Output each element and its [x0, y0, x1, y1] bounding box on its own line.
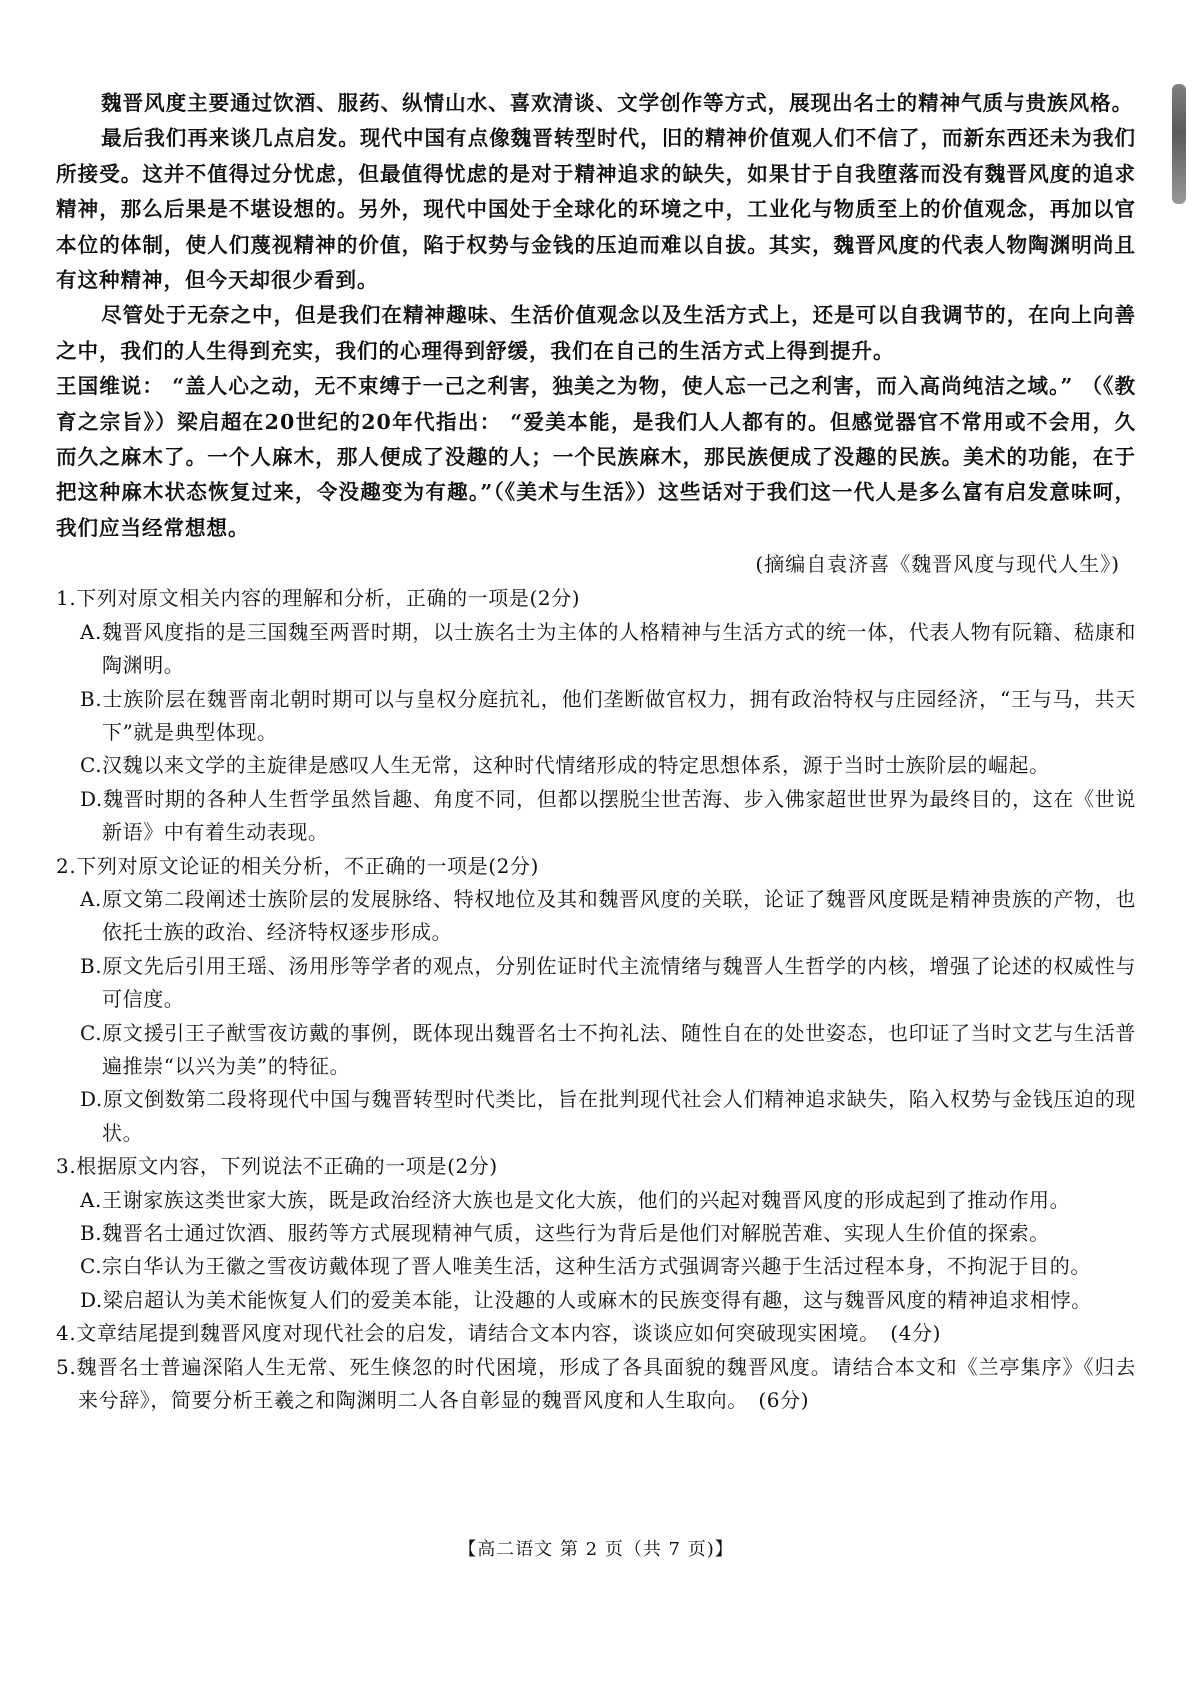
reading-passage	[56, 86, 1136, 546]
option-b: B.士族阶层在魏晋南北朝时期可以与皇权分庭抗礼，他们垄断做官权力，拥有政治特权与庄园经济，“王与马，共天下”就是典型体现。	[80, 686, 1136, 744]
option-d: D.梁启超认为美术能恢复人们的爱美本能，让没趣的人或麻木的民族变得有趣，这与魏晋风度的精神追求相悖。	[80, 1287, 1092, 1312]
question-3	[56, 1150, 1136, 1317]
scan-edge-mark	[1172, 84, 1186, 204]
option-a: A.王谢家族这类世家大族，既是政治经济大族也是文化大族，他们的兴起对魏晋风度的形成起到了推动作用。	[80, 1187, 1071, 1212]
question-5	[56, 1351, 1136, 1418]
option-c: C.宗白华认为王徽之雪夜访戴体现了晋人唯美生活，这种生活方式强调寄兴趣于生活过程本身，不拘泥于目的。	[80, 1254, 1091, 1279]
question-stem: 2.下列对原文论证的相关分析，不正确的一项是(2分)	[56, 853, 540, 878]
option-d: D.魏晋时期的各种人生哲学虽然旨趣、角度不同，但都以摆脱尘世苦海、步入佛家超世世界为最终目的，这在《世说新语》中有着生动表现。	[80, 786, 1136, 845]
question-list	[56, 582, 1136, 1417]
exam-page	[56, 86, 1136, 1417]
passage-source: (摘编自袁济喜《魏晋风度与现代人生》)	[755, 552, 1120, 577]
option-c: C.汉魏以来文学的主旋律是感叹人生无常，这种时代情绪形成的特定思想体系，源于当时士族阶层的崛起。	[80, 753, 1050, 778]
passage-paragraph-2: 最后我们再来谈几点启发。现代中国有点像魏晋转型时代，旧的精神价值观人们不信了，而新东西还未为我们所接受。这并不值得过分忧虑，但最值得忧虑的是对于精神追求的缺失，如果甘于自我堕落而没有魏晋风度的追求精神，那么后果是不堪设想的。另外，现代中国处于全球化的环境之中，工业化与物质至上的价值观念，再加以官本位的体制，使人们蔑视精神的价值，陷于权势与金钱的压迫而难以自拔。其实，魏晋风度的代表人物陶渊明尚且有这种精神，但今天却很少看到。	[56, 126, 1136, 293]
passage-paragraph-3: 尽管处于无奈之中，但是我们在精神趣味、生活价值观念以及生活方式上，还是可以自我调节的，在向上向善之中，我们的人生得到充实，我们的心理得到舒缓，我们在自己的生活方式上得到提升。	[56, 303, 1136, 363]
question-stem: 3.根据原文内容，下列说法不正确的一项是(2分)	[56, 1154, 498, 1179]
option-d: D.原文倒数第二段将现代中国与魏晋转型时代类比，旨在批判现代社会人们精神追求缺失，陷入权势与金钱压迫的现状。	[80, 1087, 1136, 1145]
option-b: B.原文先后引用王瑶、汤用彤等学者的观点，分别佐证时代主流情绪与魏晋人生哲学的内核，增强了论述的权威性与可信度。	[80, 953, 1136, 1012]
option-b: B.魏晋名士通过饮酒、服药等方式展现精神气质，这些行为背后是他们对解脱苦难、实现人生价值的探索。	[80, 1221, 1050, 1245]
question-1	[56, 582, 1136, 849]
question-4	[56, 1317, 1136, 1350]
option-a: A.原文第二段阐述士族阶层的发展脉络、特权地位及其和魏晋风度的关联，论证了魏晋风度既是精神贵族的产物，也依托士族的政治、经济特权逐步形成。	[80, 886, 1136, 945]
question-stem: 4.文章结尾提到魏晋风度对现代社会的启发，请结合文本内容，谈谈应如何突破现实困境。 (4分)	[56, 1321, 942, 1346]
option-a: A.魏晋风度指的是三国魏至两晋时期，以士族名士为主体的人格精神与生活方式的统一体，代表人物有阮籍、嵇康和陶渊明。	[80, 619, 1136, 678]
passage-paragraph-1: 魏晋风度主要通过饮酒、服药、纵情山水、喜欢清谈、文学创作等方式，展现出名士的精神气质与贵族风格。	[101, 91, 1134, 115]
passage-paragraph-4: 王国维说： “盖人心之动，无不束缚于一己之利害，独美之为物，使人忘一己之利害，而入高尚纯洁之域。” （《教育之宗旨》）梁启超在20世纪的20年代指出： “爱美本能，是我们人人都有的。但感觉器官不常用或不会用，久而久之麻木了。一个人麻木，那人便成了没趣的人；一个民族麻木，那民族便成了没趣的民族。美术的功能，在于把这种麻木状态恢复过来，令没趣变为有趣。”（《美术与生活》）这些话对于我们这一代人是多么富有启发意味呵，我们应当经常想想。	[56, 374, 1136, 540]
option-c: C.原文援引王子猷雪夜访戴的事例，既体现出魏晋名士不拘礼法、随性自在的处世姿态，也印证了当时文艺与生活普遍推崇“以兴为美”的特征。	[80, 1020, 1136, 1078]
question-stem: 1.下列对原文相关内容的理解和分析，正确的一项是(2分)	[56, 586, 581, 611]
question-2	[56, 850, 1136, 1151]
question-stem: 5.魏晋名士普遍深陷人生无常、死生倏忽的时代困境，形成了各具面貌的魏晋风度。请结合本文和《兰亭集序》《归去来兮辞》，简要分析王羲之和陶渊明二人各自彰显的魏晋风度和人生取向。 (6分)	[56, 1354, 1136, 1413]
page-footer: 【高二语文 第 2 页（共 7 页)】	[458, 1539, 734, 1560]
